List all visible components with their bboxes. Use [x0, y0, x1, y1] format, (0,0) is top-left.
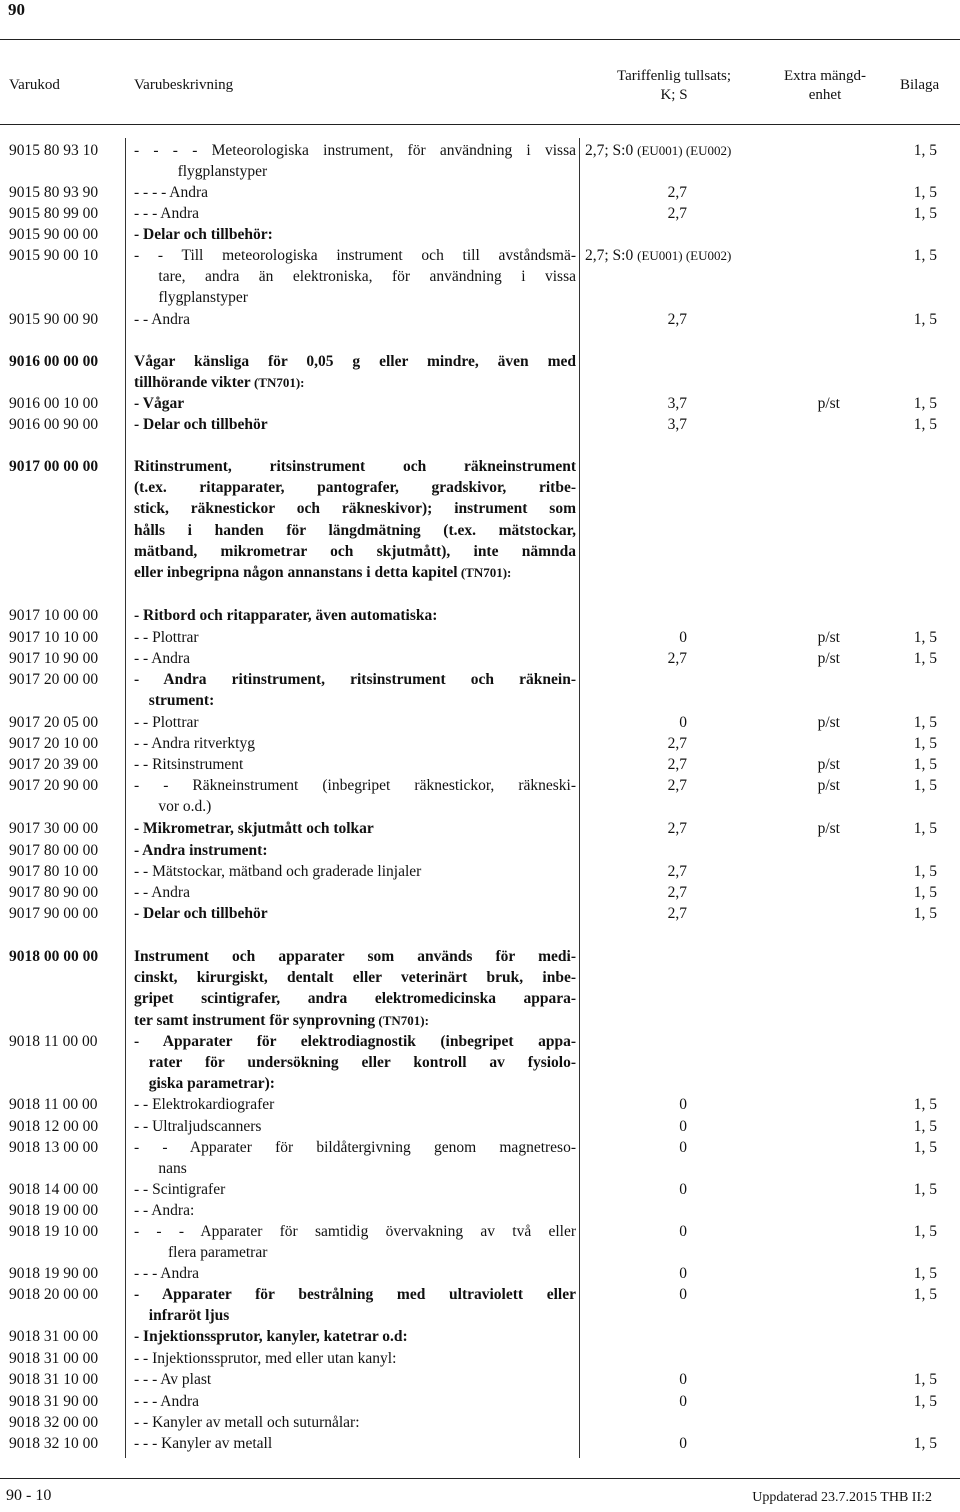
- row-rate: 2,7: [667, 905, 687, 922]
- row-description: [134, 712, 576, 733]
- row-description: [134, 351, 576, 393]
- footer-page-ref: 90 - 10: [6, 1487, 52, 1504]
- row-description: [134, 840, 576, 861]
- row-description: [134, 203, 576, 224]
- row-extra-unit: p/st: [817, 756, 840, 773]
- description-line: - Injektionssprutor, kanyler, katetrar o.d:: [134, 1328, 408, 1345]
- row-bilaga: 1, 5: [913, 1371, 937, 1388]
- row-bilaga: 1, 5: [913, 650, 937, 667]
- row-description: [134, 861, 576, 882]
- row-bilaga: 1, 5: [913, 311, 937, 328]
- description-line: infraröt ljus: [148, 1307, 230, 1325]
- row-bilaga: 1, 5: [913, 247, 937, 264]
- row-description: [134, 224, 576, 245]
- row-rate: [585, 140, 775, 161]
- row-bilaga: 1, 5: [913, 863, 937, 880]
- description-line: - - - Andra: [134, 1393, 199, 1410]
- row-code: 9018 14 00 00: [9, 1181, 99, 1198]
- row-description: [134, 1326, 576, 1347]
- row-description: [134, 946, 576, 1031]
- row-rate: 2,7: [667, 205, 687, 222]
- description-line: tare, andra än elektroniska, för användning i vissa: [158, 268, 576, 286]
- row-code: 9018 32 00 00: [9, 1414, 99, 1431]
- row-description: [134, 140, 576, 182]
- description-line: - - - - Andra: [134, 184, 209, 201]
- row-description: [134, 1369, 576, 1390]
- header-extra-line2: enhet: [808, 87, 842, 103]
- description-line: rater för undersökning eller kontroll av fysiolo-: [148, 1054, 576, 1072]
- row-bilaga: 1, 5: [913, 1118, 937, 1135]
- description-line: strument:: [148, 692, 215, 710]
- row-rate: 2,7: [667, 650, 687, 667]
- row-code: 9017 10 10 00: [9, 629, 99, 646]
- row-bilaga: 1, 5: [913, 1139, 937, 1156]
- row-code: 9015 90 00 10: [9, 247, 99, 264]
- row-extra-unit: p/st: [817, 777, 840, 794]
- description-line: ter samt instrument för synprovning (TN701):: [134, 1011, 429, 1029]
- row-bilaga: 1, 5: [913, 777, 937, 794]
- row-code: 9017 20 39 00: [9, 756, 99, 773]
- row-description: [134, 627, 576, 648]
- row-code: 9017 20 00 00: [9, 671, 99, 688]
- row-rate: 0: [679, 1118, 687, 1135]
- row-rate: 0: [679, 714, 687, 731]
- row-rate: 0: [679, 1181, 687, 1198]
- row-code: 9015 90 00 90: [9, 311, 99, 328]
- row-description: [134, 1137, 576, 1179]
- row-bilaga: 1, 5: [913, 820, 937, 837]
- row-description: [134, 182, 576, 203]
- description-line: stick, räknestickor och räkneskivor); instrument som: [134, 500, 576, 518]
- row-description: [134, 1221, 576, 1263]
- row-description: [134, 733, 576, 754]
- row-code: 9017 90 00 00: [9, 905, 99, 922]
- tn-reference: (TN701):: [250, 375, 305, 391]
- row-code: 9015 80 93 10: [9, 142, 99, 159]
- row-code: 9018 11 00 00: [9, 1096, 98, 1113]
- row-description: [134, 903, 576, 924]
- row-rate: 3,7: [667, 416, 687, 433]
- description-line: - - Apparater för bildåtergivning genom magnetreso-: [134, 1139, 576, 1156]
- description-line: - - - Andra: [134, 1265, 199, 1282]
- row-rate: 2,7: [667, 820, 687, 837]
- row-code: 9017 20 90 00: [9, 777, 99, 794]
- row-description: [134, 818, 576, 839]
- description-line: - - - Apparater för samtidig övervakning av två eller: [134, 1223, 576, 1240]
- description-line: - - - Andra: [134, 205, 199, 222]
- row-description: [134, 754, 576, 775]
- description-line: - - Andra:: [134, 1202, 195, 1219]
- row-rate: 3,7: [667, 395, 687, 412]
- row-bilaga: 1, 5: [913, 756, 937, 773]
- rate-value: 2,7; S:0: [585, 142, 634, 159]
- description-line: - - Elektrokardiografer: [134, 1096, 275, 1113]
- description-line: - - - Kanyler av metall: [134, 1435, 273, 1452]
- row-description: [134, 393, 576, 414]
- row-description: [134, 245, 576, 309]
- row-description: [134, 775, 576, 817]
- row-bilaga: 1, 5: [913, 1181, 937, 1198]
- footer-updated: Uppdaterad 23.7.2015 THB II:2: [752, 1490, 932, 1505]
- row-description: [134, 605, 576, 626]
- row-code: 9017 20 05 00: [9, 714, 99, 731]
- header-tullsats-line1: Tariffenlig tullsats;: [616, 68, 732, 84]
- description-line: flygplanstyper: [177, 163, 268, 181]
- row-bilaga: 1, 5: [913, 735, 937, 752]
- description-line: - - Andra: [134, 884, 190, 901]
- row-extra-unit: p/st: [817, 714, 840, 731]
- description-line: giska parametrar):: [148, 1075, 275, 1093]
- description-line: vor o.d.): [158, 798, 212, 816]
- row-code: 9015 80 99 00: [9, 205, 99, 222]
- row-rate: 2,7: [667, 735, 687, 752]
- row-rate: 0: [679, 1393, 687, 1410]
- row-description: [134, 1116, 576, 1137]
- row-code: 9016 00 10 00: [9, 395, 99, 412]
- description-line: - - Plottrar: [134, 714, 199, 731]
- description-line: flygplanstyper: [158, 289, 248, 307]
- description-line: - - Plottrar: [134, 629, 199, 646]
- row-rate: [585, 245, 775, 266]
- header-bilaga: Bilaga: [900, 77, 940, 93]
- description-line: - - Räkneinstrument (inbegripet räknestickor, räkneski-: [134, 777, 576, 794]
- row-code: 9017 80 00 00: [9, 842, 99, 859]
- description-line: - Vågar: [134, 395, 185, 412]
- row-bilaga: 1, 5: [913, 205, 937, 222]
- description-line: - - Kanyler av metall och suturnålar:: [134, 1414, 360, 1431]
- row-description: [134, 648, 576, 669]
- description-line: - - Mätstockar, mätband och graderade linjaler: [134, 863, 422, 880]
- description-line: - - Ultraljudscanners: [134, 1118, 262, 1135]
- description-line: - Delar och tillbehör:: [134, 226, 273, 243]
- description-line: - - - - Meteorologiska instrument, för användning i vissa: [134, 142, 576, 159]
- row-code: 9018 00 00 00: [9, 948, 99, 965]
- description-line: gripet scintigrafer, andra elektromedicinska appara-: [134, 990, 576, 1008]
- row-rate: 0: [679, 629, 687, 646]
- row-code: 9015 80 93 90: [9, 184, 99, 201]
- description-line: - - Injektionssprutor, med eller utan kanyl:: [134, 1350, 397, 1367]
- row-extra-unit: p/st: [817, 629, 840, 646]
- header-tullsats-line2: K; S: [660, 87, 688, 103]
- row-code: 9017 00 00 00: [9, 458, 99, 475]
- row-code: 9017 20 10 00: [9, 735, 99, 752]
- row-code: 9016 00 00 00: [9, 353, 99, 370]
- description-line: - Mikrometrar, skjutmått och tolkar: [134, 820, 374, 837]
- row-code: 9018 31 90 00: [9, 1393, 99, 1410]
- row-description: [134, 414, 576, 435]
- description-line: hålls i handen för längdmätning (t.ex. mätstockar,: [134, 521, 576, 539]
- footer-rule: [0, 1478, 960, 1479]
- row-rate: 0: [679, 1139, 687, 1156]
- row-code: 9017 10 00 00: [9, 607, 99, 624]
- row-code: 9015 90 00 00: [9, 226, 99, 243]
- row-code: 9018 32 10 00: [9, 1435, 99, 1452]
- description-line: (t.ex. ritapparater, pantografer, gradskivor, ritbe-: [134, 479, 576, 497]
- row-description: [134, 1200, 576, 1221]
- row-code: 9018 31 00 00: [9, 1350, 99, 1367]
- row-bilaga: 1, 5: [913, 714, 937, 731]
- column-divider-desc: [579, 138, 580, 1458]
- row-bilaga: 1, 5: [913, 1096, 937, 1113]
- header-varukod: Varukod: [9, 77, 60, 93]
- row-bilaga: 1, 5: [913, 1393, 937, 1410]
- row-rate: 2,7: [667, 863, 687, 880]
- description-line: Ritinstrument, ritsinstrument och räkneinstrument: [134, 458, 576, 475]
- row-code: 9017 80 90 00: [9, 884, 99, 901]
- row-description: [134, 882, 576, 903]
- description-line: tillhörande vikter (TN701):: [134, 374, 305, 392]
- row-description: [134, 456, 576, 583]
- row-description: [134, 1031, 576, 1095]
- row-rate: 0: [679, 1371, 687, 1388]
- description-line: - Ritbord och ritapparater, även automatiska:: [134, 607, 438, 624]
- description-line: flera parametrar: [168, 1244, 268, 1262]
- row-code: 9016 00 90 00: [9, 416, 99, 433]
- description-line: - Apparater för elektrodiagnostik (inbegripet appa-: [134, 1033, 576, 1050]
- row-bilaga: 1, 5: [913, 1265, 937, 1282]
- row-description: [134, 1179, 576, 1200]
- tn-reference: (TN701):: [375, 1012, 429, 1028]
- tn-reference: (TN701):: [457, 565, 512, 581]
- description-line: eller inbegripna någon annanstans i detta kapitel (TN701):: [134, 564, 512, 582]
- row-extra-unit: p/st: [817, 395, 840, 412]
- row-rate: 0: [679, 1286, 687, 1303]
- row-bilaga: 1, 5: [913, 395, 937, 412]
- description-line: - Andra ritinstrument, ritsinstrument och räknein-: [134, 671, 576, 688]
- row-rate: 0: [679, 1096, 687, 1113]
- description-line: - Delar och tillbehör: [134, 416, 268, 433]
- header-bottom-rule: [0, 124, 960, 125]
- row-code: 9018 13 00 00: [9, 1139, 99, 1156]
- row-description: [134, 1391, 576, 1412]
- description-line: nans: [158, 1160, 187, 1178]
- row-bilaga: 1, 5: [913, 905, 937, 922]
- row-rate: 2,7: [667, 756, 687, 773]
- row-code: 9018 19 00 00: [9, 1202, 99, 1219]
- row-description: [134, 1094, 576, 1115]
- row-bilaga: 1, 5: [913, 1223, 937, 1240]
- eu-reference: (EU001) (EU002): [637, 143, 732, 158]
- row-rate: 2,7: [667, 777, 687, 794]
- row-description: [134, 1348, 576, 1369]
- row-rate: 2,7: [667, 884, 687, 901]
- row-description: [134, 309, 576, 330]
- row-description: [134, 1284, 576, 1326]
- row-description: [134, 1263, 576, 1284]
- description-line: - - Till meteorologiska instrument och till avståndsmä-: [134, 247, 576, 264]
- description-line: - Apparater för bestrålning med ultraviolett eller: [134, 1286, 576, 1303]
- row-rate: 0: [679, 1435, 687, 1452]
- rate-value: 2,7; S:0: [585, 247, 634, 264]
- column-divider-code: [125, 138, 126, 1458]
- row-description: [134, 669, 576, 711]
- header-extra-line1: Extra mängd-: [783, 68, 867, 84]
- row-bilaga: 1, 5: [913, 629, 937, 646]
- row-description: [134, 1412, 576, 1433]
- description-line: - - Scintigrafer: [134, 1181, 226, 1198]
- row-code: 9018 12 00 00: [9, 1118, 99, 1135]
- row-code: 9018 19 10 00: [9, 1223, 99, 1240]
- row-description: [134, 1433, 576, 1454]
- row-code: 9018 19 90 00: [9, 1265, 99, 1282]
- row-rate: 2,7: [667, 311, 687, 328]
- description-line: - - Andra: [134, 650, 190, 667]
- row-bilaga: 1, 5: [913, 1286, 937, 1303]
- description-line: cinskt, kirurgiskt, dentalt eller veterinärt bruk, inbe-: [134, 969, 576, 987]
- row-rate: 0: [679, 1223, 687, 1240]
- description-line: - - - Av plast: [134, 1371, 212, 1388]
- row-code: 9018 31 10 00: [9, 1371, 99, 1388]
- row-extra-unit: p/st: [817, 650, 840, 667]
- row-bilaga: 1, 5: [913, 884, 937, 901]
- description-line: Instrument och apparater som används för medi-: [134, 948, 576, 965]
- description-line: - Andra instrument:: [134, 842, 268, 859]
- description-line: - Delar och tillbehör: [134, 905, 268, 922]
- description-line: mätband, mikrometrar och skjutmått), inte nämnda: [134, 542, 576, 560]
- header-top-rule: [0, 39, 960, 40]
- row-rate: 2,7: [667, 184, 687, 201]
- header-varubeskrivning: Varubeskrivning: [134, 77, 234, 93]
- eu-reference: (EU001) (EU002): [637, 248, 732, 263]
- row-code: 9017 30 00 00: [9, 820, 99, 837]
- description-line: - - Andra: [134, 311, 190, 328]
- row-code: 9018 31 00 00: [9, 1328, 99, 1345]
- row-rate: 0: [679, 1265, 687, 1282]
- row-bilaga: 1, 5: [913, 1435, 937, 1452]
- row-bilaga: 1, 5: [913, 416, 937, 433]
- row-bilaga: 1, 5: [913, 142, 937, 159]
- description-line: - - Ritsinstrument: [134, 756, 244, 773]
- row-bilaga: 1, 5: [913, 184, 937, 201]
- row-code: 9018 20 00 00: [9, 1286, 99, 1303]
- row-code: 9017 80 10 00: [9, 863, 99, 880]
- header-tullsats: [606, 67, 742, 105]
- row-code: 9018 11 00 00: [9, 1033, 98, 1050]
- row-extra-unit: p/st: [817, 820, 840, 837]
- description-line: Vågar känsliga för 0,05 g eller mindre, även med: [134, 353, 576, 370]
- description-line: - - Andra ritverktyg: [134, 735, 255, 752]
- header-extra: [770, 67, 880, 105]
- row-code: 9017 10 90 00: [9, 650, 99, 667]
- page-number: 90: [8, 0, 25, 19]
